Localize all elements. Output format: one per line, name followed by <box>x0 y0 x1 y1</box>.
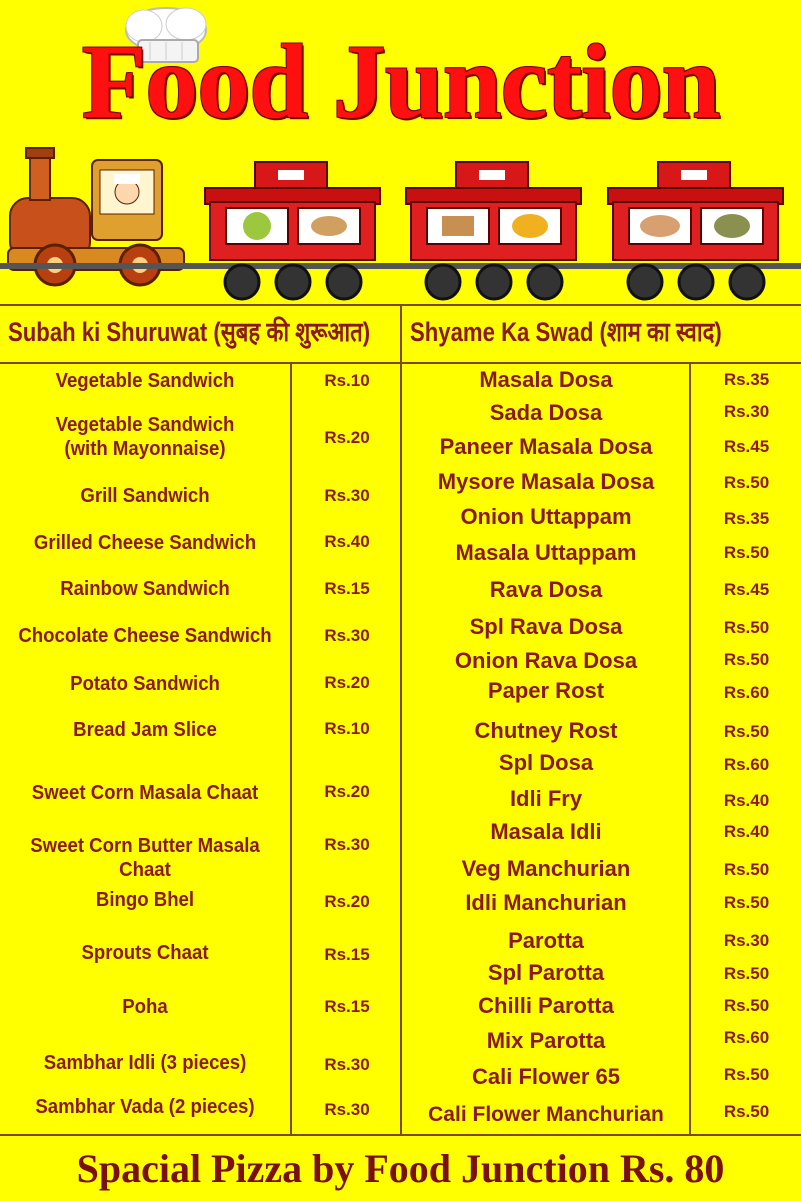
menu-item-price: Rs.50 <box>723 1102 770 1121</box>
menu-item-price: Rs.20 <box>324 782 370 801</box>
menu-item-name: Vegetable Sandwich (with Mayonnaise) <box>55 414 235 460</box>
menu-item-price: Rs.50 <box>723 650 770 669</box>
menu-item-price: Rs.60 <box>723 1028 770 1047</box>
carriage-1 <box>205 162 380 299</box>
menu-item-name: Onion Uttappam <box>460 504 632 529</box>
menu-item-price: Rs.20 <box>324 428 370 447</box>
menu-item-name: Parotta <box>508 928 584 953</box>
menu-item-price: Rs.30 <box>324 486 370 505</box>
menu-item-name: Sambhar Vada (2 pieces) <box>35 1096 255 1118</box>
menu-item-name: Chilli Parotta <box>478 993 614 1018</box>
menu-item-name: Sweet Corn Butter Masala Chaat <box>30 835 260 881</box>
menu-item-name: Onion Rava Dosa <box>454 648 638 673</box>
footer-banner: Spacial Pizza by Food Junction Rs. 80 <box>76 1146 725 1191</box>
menu-item-price: Rs.50 <box>723 1065 770 1084</box>
menu-item-price: Rs.60 <box>723 755 770 774</box>
menu-item-price: Rs.40 <box>723 791 770 810</box>
menu-item-price: Rs.45 <box>723 437 770 456</box>
menu-item-name: Mysore Masala Dosa <box>437 469 655 494</box>
menu-item-name: Vegetable Sandwich <box>55 370 235 392</box>
menu-item-name: Spl Parotta <box>487 960 605 985</box>
menu-item-price: Rs.50 <box>723 618 770 637</box>
menu-item-price: Rs.20 <box>324 673 370 692</box>
menu-item-name: Grilled Cheese Sandwich <box>33 532 257 554</box>
menu-item-price: Rs.50 <box>723 473 770 492</box>
carriage-3 <box>608 162 783 299</box>
menu-item-price: Rs.20 <box>324 892 370 911</box>
menu-item-name: Sambhar Idli (3 pieces) <box>43 1052 247 1074</box>
menu-item-price: Rs.45 <box>723 580 770 599</box>
carriage-2 <box>406 162 581 299</box>
menu-item-name: Spl Dosa <box>498 750 594 775</box>
menu-item-name: Potato Sandwich <box>70 673 220 695</box>
right-section-heading: Shyame Ka Swad (शाम का स्वाद) <box>410 317 722 347</box>
menu-item-name: Paneer Masala Dosa <box>439 434 653 459</box>
menu-item-name: Spl Rava Dosa <box>469 614 623 639</box>
menu-item-name: Poha <box>122 996 168 1018</box>
divider <box>0 1134 801 1136</box>
menu-item-price: Rs.30 <box>324 835 370 854</box>
menu-item-price: Rs.35 <box>723 370 770 389</box>
menu-item-name: Idli Manchurian <box>465 890 627 915</box>
menu-item-name: Bingo Bhel <box>95 889 195 911</box>
menu-item-name: Rainbow Sandwich <box>60 578 230 600</box>
menu-item-price: Rs.50 <box>723 964 770 983</box>
menu-item-name: Idli Fry <box>509 786 583 811</box>
menu-item-price: Rs.40 <box>723 822 770 841</box>
menu-item-price: Rs.50 <box>723 860 770 879</box>
menu-item-name: Rava Dosa <box>489 577 603 602</box>
menu-item-name: Cali Flower 65 <box>472 1064 620 1089</box>
menu-item-name: Paper Rost <box>487 678 605 703</box>
menu-item-price: Rs.30 <box>324 626 370 645</box>
menu-item-name: Masala Dosa <box>479 367 613 392</box>
left-section-heading: Subah ki Shuruwat (सुबह की शुरूआत) <box>8 317 371 347</box>
page-title: Food Junction <box>81 23 720 140</box>
menu-item-name: Sada Dosa <box>489 400 603 425</box>
train-illustration <box>0 140 801 305</box>
menu-item-name: Sweet Corn Masala Chaat <box>31 782 259 804</box>
menu-item-price: Rs.30 <box>723 402 770 421</box>
menu-item-price: Rs.60 <box>723 683 770 702</box>
menu-item-price: Rs.30 <box>324 1100 370 1119</box>
menu-item-name: Grill Sandwich <box>80 485 210 507</box>
menu-item-price: Rs.50 <box>723 543 770 562</box>
menu-item-price: Rs.15 <box>324 579 370 598</box>
menu-item-price: Rs.10 <box>324 719 370 738</box>
menu-item-name: Veg Manchurian <box>461 856 631 881</box>
menu-item-name: Chutney Rost <box>474 718 618 743</box>
menu-item-price: Rs.15 <box>324 997 370 1016</box>
menu-item-name: Masala Idli <box>490 819 602 844</box>
menu-item-name: Cali Flower Manchurian <box>428 1103 664 1126</box>
menu-item-name: Sprouts Chaat <box>81 942 209 964</box>
menu-item-name: Masala Uttappam <box>455 540 637 565</box>
menu-item-price: Rs.30 <box>723 931 770 950</box>
menu-item-price: Rs.10 <box>324 371 370 390</box>
menu-item-price: Rs.50 <box>723 722 770 741</box>
menu-item-price: Rs.35 <box>723 509 770 528</box>
menu-item-price: Rs.15 <box>324 945 370 964</box>
menu-item-name: Mix Parotta <box>486 1028 606 1053</box>
menu-item-price: Rs.50 <box>723 893 770 912</box>
menu-item-name: Bread Jam Slice <box>73 719 217 741</box>
menu-item-price: Rs.40 <box>324 532 370 551</box>
menu-item-price: Rs.50 <box>723 996 770 1015</box>
menu-item-price: Rs.30 <box>324 1055 370 1074</box>
menu-item-name: Chocolate Cheese Sandwich <box>18 625 272 647</box>
